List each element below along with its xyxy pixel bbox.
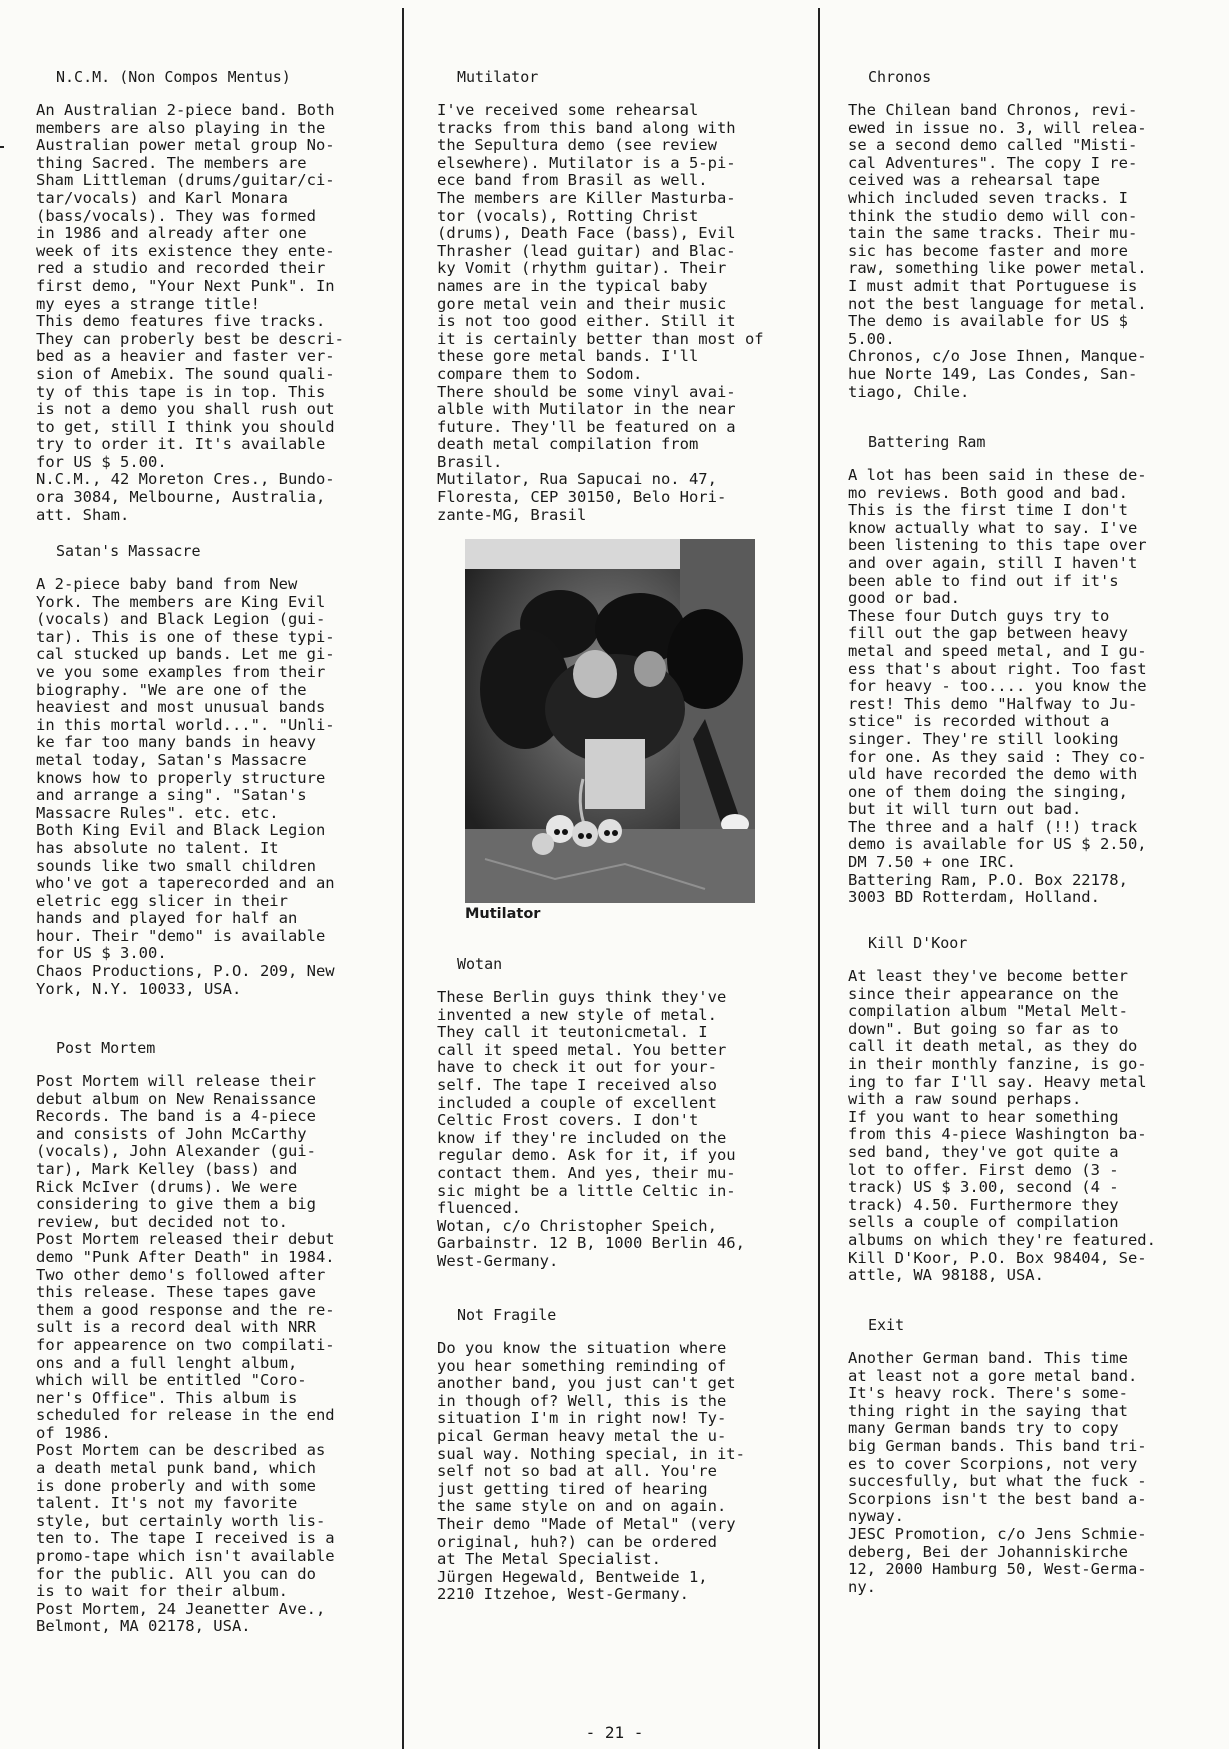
review-heading: Mutilator bbox=[457, 68, 539, 86]
review-exit bbox=[848, 1316, 1200, 1596]
review-chronos bbox=[848, 68, 1200, 401]
review-battering-ram bbox=[848, 433, 1200, 907]
review-body: Post Mortem will release their debut album on New Renaissance Records. The band is a 4-piece and consists of John McCarthy (vocals), John Alexander (gui- tar), Mark Kelley (bass) and Rick McIver (drums). We were considering to give them a big review, but decided not to. Post Mortem released their debut demo "Punk After Death" in 1984. Two other demo's followed after this release. These tapes gave them a good response and the re- sult is a record deal with NRR for appearence on two compilati- ons and a full lenght album, which will be entitled "Coro- ner's Office". This album is scheduled for release in the end of 1986. Post Mortem can be described as a death metal punk band, which is done proberly and with some talent. It's not my favorite style, but certainly worth lis- ten to. The tape I received is a promo-tape which isn't available for the public. All you can do is to wait for their album. Post Mortem, 24 Jeanetter Ave., Belmont, MA 02178, USA. bbox=[36, 1072, 335, 1636]
band-photo-image bbox=[465, 539, 755, 903]
review-not-fragile bbox=[437, 1306, 789, 1604]
photo-caption: Mutilator bbox=[465, 906, 541, 922]
review-body: A 2-piece baby band from New York. The members are King Evil (vocals) and Black Legion (gui- tar). This is one of these typi- cal stucked up bands. Let me gi- ve you some examples from their biography. "We are one of the heaviest and most unusual bands in this mortal world...". "Unli- ke far too many bands in heavy metal today, Satan's Massacre knows how to properly structure and arrange a sing". "Satan's Massacre Rules". etc. etc. Both King Evil and Black Legion has absolute no talent. It sounds like two small children who've got a taperecorded and an eletric egg slicer in their hands and played for half an hour. Their "demo" is available for US $ 3.00. Chaos Productions, P.O. 209, New York, N.Y. 10033, USA. bbox=[36, 575, 335, 998]
review-heading: N.C.M. (Non Compos Mentus) bbox=[56, 68, 291, 86]
review-body: Do you know the situation where you hear something reminding of another band, you just can't get in though of? Well, this is the situation I'm in right now! Ty- pical German heavy metal the u- sual way. Nothing special, in it- self not so bad at all. You're just getting tired of hearing the same style on and on again. Their demo "Made of Metal" (very original, huh?) can be ordered at The Metal Specialist. Jürgen Hegewald, Bentweide 1, 2210 Itzehoe, West-Germany. bbox=[437, 1339, 745, 1604]
review-body: At least they've become better since their appearance on the compilation album "Metal Melt- down". But going so far as to call it death metal, as they do in their monthly fanzine, is go- ing to far I'll say. Heavy metal with a raw sound perhaps. If you want to hear something from this 4-piece Washington ba- sed band, they've got quite a lot to offer. First demo (3 - track) US $ 3.00, second (4 - track) 4.50. Furthermore they sells a couple of compilation albums on which they're featured. Kill D'Koor, P.O. Box 98404, Se- attle, WA 98188, USA. bbox=[848, 967, 1156, 1285]
review-mutilator bbox=[437, 68, 789, 524]
review-heading: Exit bbox=[868, 1316, 905, 1334]
review-heading: Not Fragile bbox=[457, 1306, 557, 1324]
review-body: I've received some rehearsal tracks from this band along with the Sepultura demo (see review elsewhere). Mutilator is a 5-pi- ece band from Brasil as well. The members are Killer Masturba- tor (vocals), Rotting Christ (drums), Death Face (bass), Evil Thrasher (lead guitar) and Blac- ky Vomit (rhythm guitar). Their names are in the typical baby gore metal vein and their music is not too good either. Still it it is certainly better than most of these gore metal bands. I'll compare them to Sodom. There should be some vinyl avai- alble with Mutilator in the near future. They'll be featured on a death metal compilation from Brasil. Mutilator, Rua Sapucai no. 47, Floresta, CEP 30150, Belo Hori- zante-MG, Brasil bbox=[437, 101, 764, 524]
binder-mark bbox=[0, 146, 4, 148]
review-kill-dkoor bbox=[848, 934, 1200, 1285]
review-heading: Chronos bbox=[868, 68, 932, 86]
review-heading: Post Mortem bbox=[56, 1039, 156, 1057]
review-heading: Wotan bbox=[457, 955, 503, 973]
review-body: An Australian 2-piece band. Both members are also playing in the Australian power metal group No- thing Sacred. The members are Sham Littleman (drums/guitar/ci- tar/vocals) and Karl Monara (bass/vocals). They was formed in 1986 and already after one week of its existence they ente- red a studio and recorded their first demo, "Your Next Punk". In my eyes a strange title! This demo features five tracks. They can proberly best be descri- bed as a heavier and faster ver- sion of Amebix. The sound quali- ty of this tape is in top. This is not a demo you shall rush out to get, still I think you should try to order it. It's available for US $ 5.00. N.C.M., 42 Moreton Cres., Bundo- ora 3084, Melbourne, Australia, att. Sham. bbox=[36, 101, 344, 524]
column-divider bbox=[818, 8, 820, 1749]
review-heading: Battering Ram bbox=[868, 433, 986, 451]
review-ncm bbox=[36, 68, 388, 524]
review-body: These Berlin guys think they've invented a new style of metal. They call it teutonicmetal. I call it speed metal. You better have to check it out for your- self. The tape I received also included a couple of excellent Celtic Frost covers. I don't know if they're included on the regular demo. Ask for it, if you contact them. And yes, their mu- sic might be a little Celtic in- fluenced. Wotan, c/o Christopher Speich, Garbainstr. 12 B, 1000 Berlin 46, West-Germany. bbox=[437, 988, 745, 1270]
band-photo bbox=[465, 539, 755, 903]
review-body: Another German band. This time at least not a gore metal band. It's heavy rock. There's some- thing right in the saying that many German bands try to copy big German bands. This band tri- es to cover Scorpions, not very succesfully, but what the fuck - Scorpions isn't the best band a- nyway. JESC Promotion, c/o Jens Schmie- deberg, Bei der Johanniskirche 12, 2000 Hamburg 50, West-Germa- ny. bbox=[848, 1349, 1147, 1596]
review-post-mortem bbox=[36, 1039, 388, 1636]
review-body: The Chilean band Chronos, revi- ewed in issue no. 3, will relea- se a second demo called "Misti- cal Adventures". The copy I re- ceived was a rehearsal tape which included seven tracks. I think the studio demo will con- tain the same tracks. Their mu- sic has become faster and more raw, something like power metal. I must admit that Portuguese is not the best language for metal. The demo is available for US $ 5.00. Chronos, c/o Jose Ihnen, Manque- hue Norte 149, Las Condes, San- tiago, Chile. bbox=[848, 101, 1147, 401]
review-satans-massacre bbox=[36, 542, 388, 998]
review-heading: Satan's Massacre bbox=[56, 542, 201, 560]
page-number: - 21 - bbox=[585, 1723, 644, 1742]
review-wotan bbox=[437, 955, 789, 1271]
review-heading: Kill D'Koor bbox=[868, 934, 968, 952]
review-body: A lot has been said in these de- mo reviews. Both good and bad. This is the first time I don't know actually what to say. I've been listening to this tape over and over again, still I haven't been able to find out if it's good or bad. These four Dutch guys try to fill out the gap between heavy metal and speed metal, and I gu- ess that's about right. Too fast for heavy - too.... you know the rest! This demo "Halfway to Ju- stice" is recorded without a singer. They're still looking for one. As they said : They co- uld have recorded the demo with one of them doing the singing, but it will turn out bad. The three and a half (!!) track demo is available for US $ 2.50, DM 7.50 + one IRC. Battering Ram, P.O. Box 22178, 3003 BD Rotterdam, Holland. bbox=[848, 466, 1147, 907]
column-divider bbox=[402, 8, 404, 1749]
